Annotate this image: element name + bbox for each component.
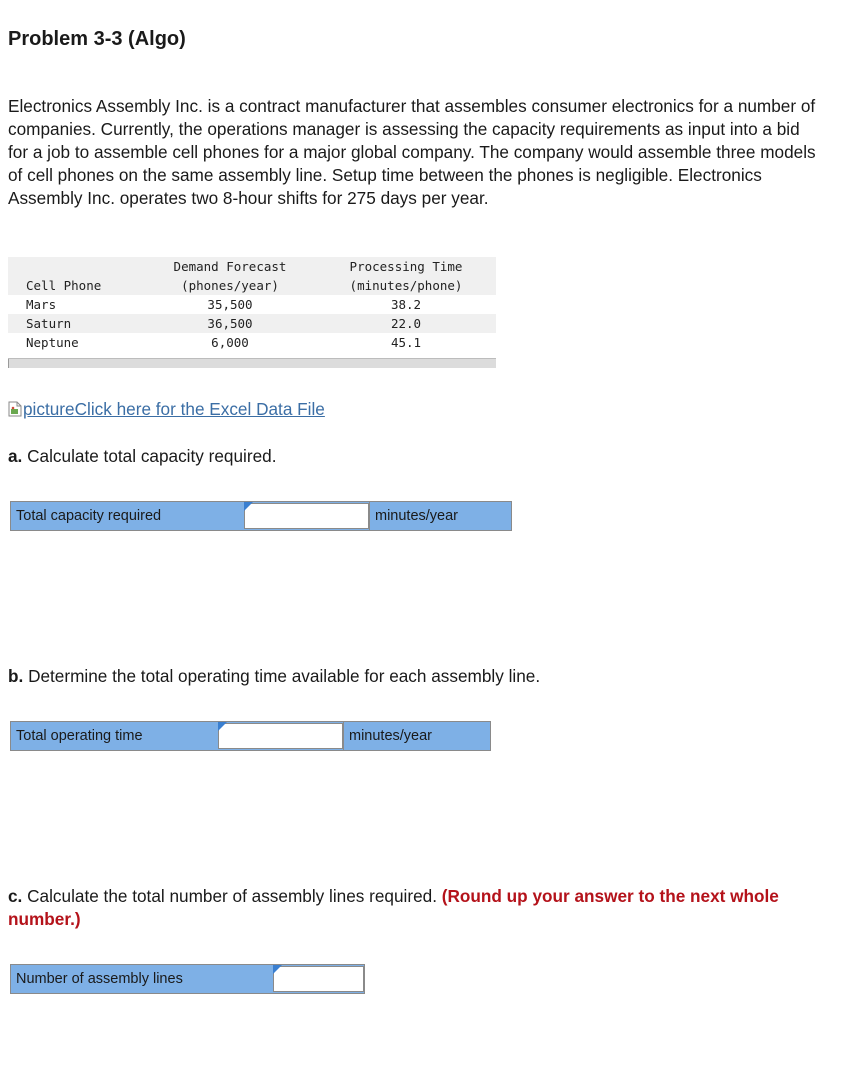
header-processing-line1: Processing Time xyxy=(316,257,496,276)
phone-name: Mars xyxy=(26,297,57,312)
question-b-letter: b. xyxy=(8,666,24,686)
table-row xyxy=(8,295,496,314)
assembly-lines-input-wrap xyxy=(273,965,364,993)
processing-time-value: 38.2 xyxy=(390,297,422,312)
total-operating-time-input-wrap xyxy=(218,722,343,750)
question-a xyxy=(8,445,276,468)
table-bottom-left-edge xyxy=(8,359,9,368)
table-header-row-2 xyxy=(8,276,496,295)
table-header-row-1 xyxy=(8,257,496,276)
question-a-letter: a. xyxy=(8,446,23,466)
phone-name: Neptune xyxy=(26,335,79,350)
excel-link-text: Click here for the Excel Data File xyxy=(74,399,325,419)
input-marker-icon xyxy=(273,965,282,974)
total-operating-time-label: Total operating time xyxy=(16,728,143,744)
header-demand-line2: (phones/year) xyxy=(144,276,316,295)
header-processing-line2: (minutes/phone) xyxy=(316,276,496,295)
problem-description: Electronics Assembly Inc. is a contract manufacturer that assembles consumer electronics for a number of companies. Currently, the operations manager is assessing the capacity requirements as input into a bid for a job to assemble cell phones for a major global company. The company would assemble three models of cell phones on the same assembly line. Setup time between the phones is negligible. Electronics Assembly Inc. operates two 8-hour shifts for 275 days per year. xyxy=(8,96,816,208)
assembly-lines-input[interactable] xyxy=(273,966,364,992)
demand-value: 36,500 xyxy=(144,314,316,333)
total-capacity-unit: minutes/year xyxy=(369,502,511,530)
data-table-container xyxy=(8,257,496,368)
answer-row-a xyxy=(10,501,512,531)
broken-image-icon xyxy=(8,401,22,417)
header-cell-phone: Cell Phone xyxy=(8,276,144,295)
input-marker-icon xyxy=(218,722,227,731)
question-a-text: Calculate total capacity required. xyxy=(27,446,277,466)
input-marker-icon xyxy=(244,502,253,511)
demand-value: 6,000 xyxy=(211,335,249,350)
answer-row-b xyxy=(10,721,491,751)
total-operating-time-input[interactable] xyxy=(218,723,343,749)
total-capacity-input[interactable] xyxy=(244,503,369,529)
cell-phone-data-table xyxy=(8,257,496,352)
total-capacity-label: Total capacity required xyxy=(16,508,162,524)
excel-link-alt-text: picture xyxy=(23,399,75,419)
question-c-text: Calculate the total number of assembly lines required. xyxy=(27,886,437,906)
table-row xyxy=(8,314,496,333)
excel-data-file-link[interactable] xyxy=(8,399,325,420)
processing-time-value: 22.0 xyxy=(316,314,496,333)
processing-time-value: 45.1 xyxy=(390,335,422,350)
header-col1-line1 xyxy=(8,257,144,276)
question-c xyxy=(8,885,838,931)
phone-name: Saturn xyxy=(8,314,144,333)
total-capacity-input-wrap xyxy=(244,502,369,530)
question-b-text: Determine the total operating time available for each assembly line. xyxy=(28,666,541,686)
problem-title: Problem 3-3 (Algo) xyxy=(8,28,186,50)
table-row xyxy=(8,333,496,352)
header-demand-line1: Demand Forecast xyxy=(144,257,316,276)
demand-value: 35,500 xyxy=(207,297,253,312)
total-operating-time-unit: minutes/year xyxy=(343,722,490,750)
question-b xyxy=(8,665,540,688)
rounding-note: (Round up your answer to the next whole number.) xyxy=(8,886,779,929)
answer-row-c xyxy=(10,964,365,994)
number-of-assembly-lines-label: Number of assembly lines xyxy=(16,971,183,987)
table-bottom-bar xyxy=(8,358,496,368)
question-c-letter: c. xyxy=(8,886,23,906)
